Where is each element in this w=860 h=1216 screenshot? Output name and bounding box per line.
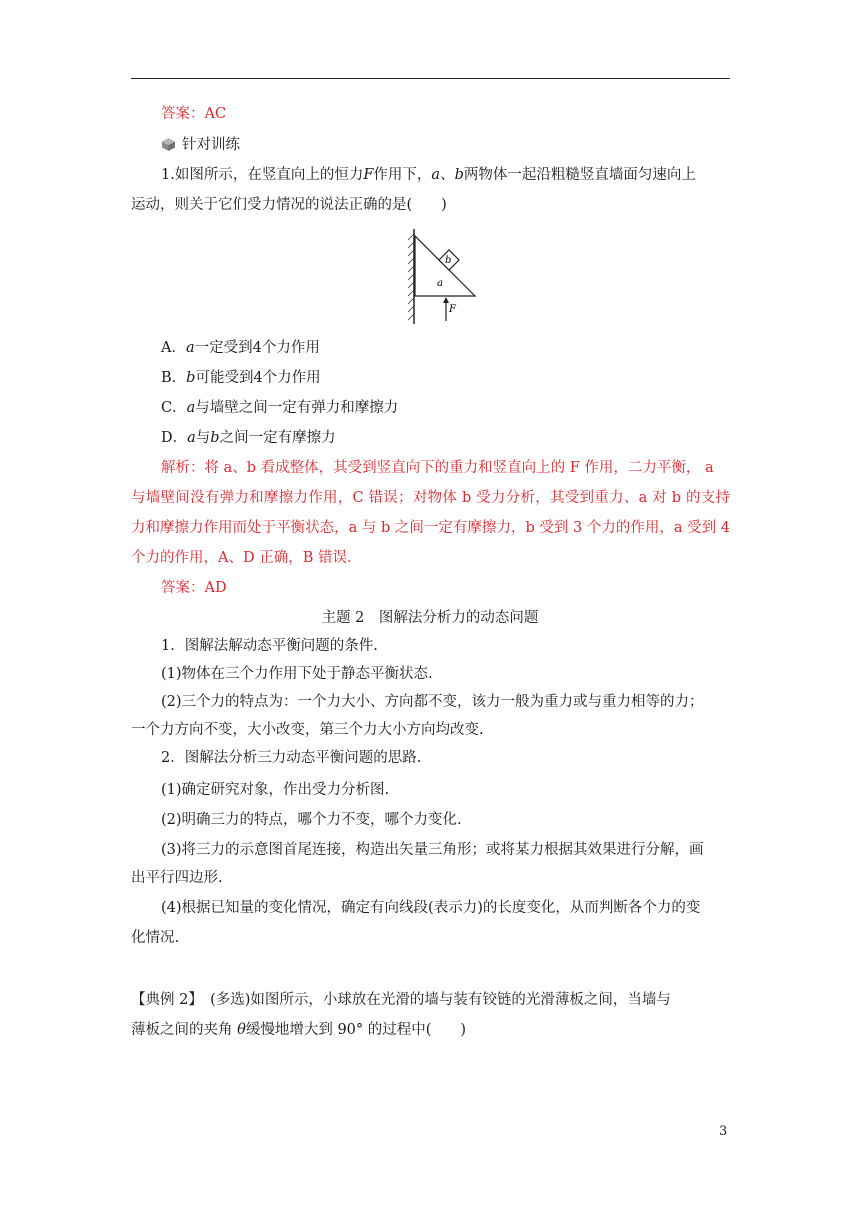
figure-label-a: a <box>437 278 443 289</box>
option-d-prefix: D． <box>161 430 188 446</box>
example-2-text-a: 薄板之间的夹角 <box>131 1022 238 1038</box>
analysis-line-4: 个力的作用，A、D 正确，B 错误. <box>131 550 352 566</box>
body-line-11: 化情况. <box>131 930 180 946</box>
header-rule <box>131 78 730 79</box>
option-a-var: a <box>185 340 195 356</box>
option-b-text: 可能受到4个力作用 <box>195 370 321 386</box>
q1-var-a: a <box>431 167 441 183</box>
option-b-prefix: B． <box>161 370 187 386</box>
option-d <box>161 428 336 448</box>
body-line-7: (2)明确三力的特点，哪个力不变，哪个力变化. <box>161 812 462 828</box>
option-d-text: 与 <box>195 430 211 446</box>
practice-heading <box>161 135 240 155</box>
body-line-8: (3)将三力的示意图首尾连接，构造出矢量三角形；或将某力根据其效果进行分解，画 <box>161 842 704 858</box>
example-2-theta: θ <box>237 1022 246 1038</box>
q1-var-F: F <box>363 167 374 183</box>
analysis-line-1: 解析：将 a、b 看成整体，其受到竖直向下的重力和竖直向上的 F 作用，二力平衡， a <box>161 460 714 476</box>
practice-label: 针对训练 <box>182 137 240 153</box>
q1-sep: 、 <box>440 167 455 183</box>
body-line-4: 一个力方向不变，大小改变，第三个力大小方向均改变. <box>131 722 484 738</box>
question-1-line-1 <box>161 165 696 185</box>
topic-title: 主题 2 图解法分析力的动态问题 <box>321 610 539 626</box>
figure-label-b: b <box>445 255 452 266</box>
example-2-text-b: 缓慢地增大到 90° 的过程中( ) <box>245 1022 467 1038</box>
option-b <box>161 368 321 388</box>
body-line-2: (1)物体在三个力作用下处于静态平衡状态. <box>161 666 433 682</box>
question-1-line-2: 运动，则关于它们受力情况的说法正确的是( ) <box>131 197 447 213</box>
body-line-10: (4)根据已知量的变化情况，确定有向线段(表示力)的长度变化，从而判断各个力的变 <box>161 900 701 916</box>
option-b-var: b <box>186 370 196 386</box>
option-c-var: a <box>186 400 196 416</box>
body-line-1: 1．图解法解动态平衡问题的条件. <box>161 638 378 654</box>
body-line-3: (2)三个力的特点为：一个力大小、方向都不变，该力一般为重力或与重力相等的力； <box>161 694 704 710</box>
option-d-var2: b <box>210 430 220 446</box>
wall-block-figure <box>404 226 480 326</box>
example-2-line-2 <box>131 1020 466 1040</box>
option-d-var: a <box>187 430 196 446</box>
q1-var-b: b <box>454 167 464 183</box>
answer-line-2: 答案：AD <box>161 580 227 596</box>
option-c-prefix: C． <box>161 400 187 416</box>
q1-text-c: 两物体一起沿粗糙竖直墙面匀速向上 <box>463 167 696 183</box>
body-line-5: 2．图解法分析三力动态平衡问题的思路. <box>161 750 422 766</box>
cube-icon <box>161 137 176 152</box>
option-a-text: 一定受到4个力作用 <box>194 340 320 356</box>
answer-line-1: 答案：AC <box>161 106 227 122</box>
q1-text-a: 1.如图所示，在竖直向上的恒力 <box>161 167 364 183</box>
body-line-6: (1)确定研究对象，作出受力分析图. <box>161 782 390 798</box>
example-2-line-1: 【典例 2】 (多选)如图所示，小球放在光滑的墙与装有铰链的光滑薄板之间，当墙与 <box>131 992 671 1008</box>
option-d-text2: 之间一定有摩擦力 <box>219 430 336 446</box>
option-a-prefix: A． <box>161 340 186 356</box>
figure-label-F: F <box>449 304 456 315</box>
analysis-line-3: 力和摩擦力作用而处于平衡状态，a 与 b 之间一定有摩擦力，b 受到 3 个力的作用，a 受到 4 <box>131 520 730 536</box>
option-c <box>161 398 398 418</box>
analysis-line-2: 与墙壁间没有弹力和摩擦力作用，C 错误；对物体 b 受力分析，其受到重力、a 对 b 的支持 <box>131 490 730 506</box>
option-a <box>161 338 320 358</box>
body-line-9: 出平行四边形. <box>131 870 223 886</box>
page-number: 3 <box>719 1124 728 1139</box>
option-c-text: 与墙壁之间一定有弹力和摩擦力 <box>195 400 399 416</box>
q1-text-b: 作用下， <box>373 167 432 183</box>
